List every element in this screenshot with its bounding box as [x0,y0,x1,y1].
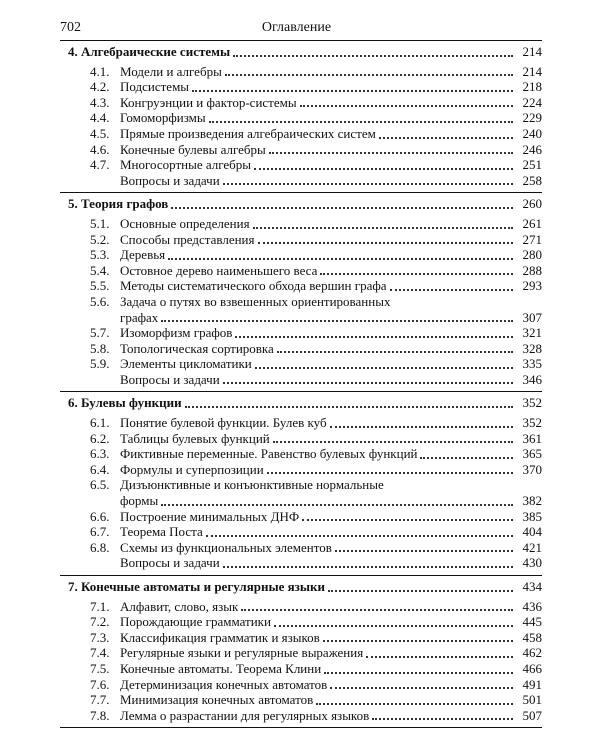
section-title: Основные определения [120,215,250,231]
section-number: 7.8. [90,707,110,723]
leader-dots [223,566,513,568]
section-number: 4.1. [90,63,110,79]
section-page: 365 [522,446,542,462]
section-title: Топологическая сортировка [120,340,274,356]
section-title: Алфавит, слово, язык [120,598,239,614]
page-number: 702 [60,20,81,35]
section-title: Детерминизация конечных автоматов [120,676,328,692]
leader-dots [372,718,513,720]
section-number: 5.4. [90,262,110,278]
section-number: 6.4. [90,461,110,477]
section-number: 7.2. [90,614,110,630]
section-page: 280 [522,247,542,263]
section-title: Вопросы и задачи [120,172,220,188]
leader-dots [269,152,513,154]
chapter-title [68,395,182,411]
chapter-number: 7. [68,579,78,594]
section-entry[interactable] [60,278,542,294]
section-title-wrap [90,64,222,80]
section-number: 5.8. [90,340,110,356]
section-entry[interactable] [60,372,542,388]
section-page: 229 [522,110,542,126]
section-number: 7.3. [90,629,110,645]
section-title-wrap [90,446,417,462]
section-number: 5.2. [90,231,110,247]
section-title: Модели и алгебры [120,63,222,79]
section-entry[interactable] [60,95,542,111]
section-title: Минимизация конечных автоматов [120,692,314,708]
section-title: Способы представления [120,231,255,247]
toc-page [60,20,542,728]
section-number: 5.7. [90,325,110,341]
leader-dots [171,207,513,209]
leader-dots [330,426,513,428]
section-title-wrap [90,524,203,540]
section-title-wrap [90,95,297,111]
leader-dots [379,137,513,139]
section-page: 271 [522,231,542,247]
section-title-wrap [90,645,363,661]
section-entry[interactable] [60,325,542,341]
section-title: Дизъюнктивные и конъюнктивные нормальные [120,477,384,493]
chapter-page: 352 [522,395,542,411]
chapter-title [68,44,230,60]
leader-dots [192,90,513,92]
chapter-title-text: Теория графов [81,196,169,212]
chapter-number: 6. [68,395,78,411]
section-title-wrap [120,372,220,388]
section-title-wrap [90,216,250,232]
leader-dots [206,535,513,537]
section-page: 258 [522,172,542,188]
section-page: 436 [522,598,542,614]
table-of-contents [60,41,542,728]
section-title-wrap [90,79,189,95]
section-title: Остовное дерево наименьшего веса [120,262,318,278]
section-number: 5.9. [90,356,110,372]
leader-dots [366,656,513,658]
section-page: 293 [522,278,542,294]
section-number: 6.6. [90,508,110,524]
section-page: 462 [522,645,542,661]
section-page: 385 [522,508,542,524]
leader-dots [273,441,513,443]
section-page: 404 [522,524,542,540]
section-title: Конгруэнции и фактор-системы [120,94,297,110]
leader-dots [267,472,513,474]
leader-dots [161,504,513,506]
section-entry[interactable] [60,677,542,693]
section-title: Теорема Поста [120,524,203,540]
section-entry[interactable] [60,431,542,447]
section-number: 5.5. [90,278,110,294]
section-title-wrap [90,431,270,447]
section-title: Элементы цикломатики [120,356,252,372]
section-entry[interactable] [60,356,542,372]
section-entry-line1[interactable] [60,477,542,493]
section-entry[interactable] [60,110,542,126]
section-title: Прямые произведения алгебраических систем [120,125,376,141]
section-entry[interactable] [60,555,542,571]
leader-dots [253,227,513,229]
leader-dots [300,105,513,107]
toc-chapter [60,392,542,576]
section-title: Задача о путях во взвешенных ориентированных [120,293,391,309]
section-entry[interactable] [60,247,542,263]
section-title: Подсистемы [120,79,190,95]
section-title: Регулярные языки и регулярные выражения [120,645,364,661]
section-entry[interactable] [60,509,542,525]
chapter-entry[interactable] [60,395,542,411]
section-page: 261 [522,215,542,231]
section-number: 6.7. [90,524,110,540]
section-title-wrap [90,126,376,142]
section-title-wrap [90,692,313,708]
section-title-wrap [90,614,271,630]
leader-dots [330,687,513,689]
chapter-entry[interactable] [60,196,542,212]
section-entry[interactable] [60,216,542,232]
leader-dots [161,320,513,322]
page-title: Оглавление [261,20,332,35]
section-title-wrap [90,263,317,279]
section-number: 4.6. [90,141,110,157]
section-page: 335 [522,356,542,372]
section-page: 445 [522,614,542,630]
page-header [60,20,542,41]
section-entry[interactable] [60,173,542,189]
section-title-cont: формы [120,493,159,509]
leader-dots [233,55,513,57]
section-number: 7.6. [90,676,110,692]
section-title-wrap [90,415,327,431]
section-title-wrap [120,173,220,189]
section-page: 507 [522,707,542,723]
section-title-wrap [90,630,320,646]
section-title: Деревья [120,247,166,263]
leader-dots [302,519,513,521]
section-entry[interactable] [60,645,542,661]
section-title: Конечные автоматы. Теорема Клини [120,660,322,676]
section-title: Порождающие грамматики [120,614,271,630]
section-page: 501 [522,692,542,708]
section-page: 491 [522,676,542,692]
section-number: 7.7. [90,692,110,708]
section-title-wrap [90,356,252,372]
section-page: 382 [522,493,542,509]
section-entry[interactable] [60,64,542,80]
section-entry[interactable] [60,446,542,462]
section-number: 6.1. [90,415,110,431]
leader-dots [254,168,513,170]
leader-dots [225,74,513,76]
section-number: 4.5. [90,125,110,141]
toc-chapter [60,193,542,392]
section-title: Лемма о разрастании для регулярных языков [120,707,370,723]
section-entry[interactable] [60,157,542,173]
toc-chapter [60,41,542,193]
section-number: 4.7. [90,157,110,173]
chapter-entry[interactable] [60,579,542,595]
section-entry[interactable] [60,540,542,556]
chapter-title-text: Булевы функции [81,395,182,411]
section-title-wrap [90,509,299,525]
section-title: Конечные булевы алгебры [120,141,266,157]
section-title-cont: графах [120,309,159,325]
section-entry[interactable] [60,341,542,357]
leader-dots [274,625,513,627]
section-title: Понятие булевой функции. Булев куб [120,415,327,431]
leader-dots [323,640,513,642]
section-entry[interactable] [60,524,542,540]
section-title-wrap [90,325,232,341]
section-page: 352 [522,415,542,431]
section-title: Таблицы булевых функций [120,430,270,446]
section-number: 5.6. [90,293,110,309]
section-number: 7.1. [90,598,110,614]
section-page: 251 [522,157,542,173]
section-title: Фиктивные переменные. Равенство булевых функций [120,446,418,462]
section-title-wrap [90,599,238,615]
section-title: Формулы и суперпозиции [120,461,264,477]
section-page: 458 [522,629,542,645]
section-title: Изоморфизм графов [120,325,233,341]
section-title-wrap [90,142,266,158]
section-page: 288 [522,262,542,278]
leader-dots [277,351,513,353]
section-page: 224 [522,94,542,110]
chapter-number: 5. [68,196,78,212]
section-title-wrap [90,247,165,263]
toc-chapter [60,576,542,728]
section-entry[interactable] [60,415,542,431]
leader-dots [420,457,513,459]
section-entry[interactable] [60,232,542,248]
section-title-wrap [90,540,332,556]
leader-dots [335,550,513,552]
section-number: 4.4. [90,110,110,126]
section-title: Методы систематического обхода вершин графа [120,278,387,294]
leader-dots [223,183,513,185]
section-title-wrap [90,157,251,173]
chapter-page: 434 [522,579,542,594]
chapter-title-text: Конечные автоматы и регулярные языки [81,579,326,594]
section-number: 5.1. [90,215,110,231]
chapter-number: 4. [68,44,78,59]
section-entry[interactable] [60,708,542,724]
section-number: 4.3. [90,94,110,110]
section-page: 321 [522,325,542,341]
leader-dots [328,590,513,592]
section-title-wrap [90,110,206,126]
leader-dots [185,406,513,408]
section-entry[interactable] [60,599,542,615]
section-entry-line2[interactable] [60,310,542,326]
section-title: Классификация грамматик и языков [120,629,320,645]
section-page: 246 [522,141,542,157]
section-page: 361 [522,430,542,446]
section-title: Построение минимальных ДНФ [120,508,300,524]
section-title-wrap [90,462,264,478]
section-title-wrap [90,278,387,294]
leader-dots [390,289,513,291]
section-title: Вопросы и задачи [120,555,220,571]
section-title-wrap [90,341,274,357]
section-page: 240 [522,125,542,141]
section-number: 4.2. [90,79,110,95]
section-entry[interactable] [60,462,542,478]
section-entry-line2[interactable] [60,493,542,509]
section-page: 346 [522,371,542,387]
leader-dots [223,382,513,384]
section-page: 307 [522,309,542,325]
section-title-wrap [120,555,220,571]
section-title-wrap [90,232,255,248]
section-entry[interactable] [60,692,542,708]
section-page: 328 [522,340,542,356]
section-page: 466 [522,660,542,676]
chapter-page: 260 [522,196,542,212]
section-page: 214 [522,63,542,79]
leader-dots [168,258,513,260]
chapter-page: 214 [522,44,542,59]
section-entry[interactable] [60,614,542,630]
leader-dots [235,336,513,338]
chapter-title [68,579,325,595]
section-title: Схемы из функциональных элементов [120,539,332,555]
section-number: 7.4. [90,645,110,661]
section-title: Вопросы и задачи [120,371,220,387]
section-title: Многосортные алгебры [120,157,251,173]
leader-dots [258,242,514,244]
section-title-wrap [90,661,321,677]
leader-dots [255,367,513,369]
section-entry[interactable] [60,126,542,142]
section-title: Гомоморфизмы [120,110,206,126]
chapter-title [68,196,168,212]
section-page: 421 [522,539,542,555]
section-page: 370 [522,461,542,477]
section-entry-line1[interactable] [60,294,542,310]
leader-dots [241,609,513,611]
section-page: 218 [522,79,542,95]
section-page: 430 [522,555,542,571]
section-number: 5.3. [90,247,110,263]
section-entry[interactable] [60,661,542,677]
leader-dots [316,703,513,705]
section-number: 6.5. [90,477,110,493]
section-entry[interactable] [60,79,542,95]
section-entry[interactable] [60,263,542,279]
chapter-title-text: Алгебраические системы [81,44,231,59]
section-title-wrap [90,677,327,693]
chapter-entry[interactable] [60,44,542,60]
leader-dots [209,121,513,123]
leader-dots [324,672,513,674]
section-entry[interactable] [60,142,542,158]
section-number: 7.5. [90,660,110,676]
leader-dots [320,273,513,275]
section-number: 6.8. [90,539,110,555]
section-entry[interactable] [60,630,542,646]
section-title-wrap [90,708,369,724]
section-number: 6.2. [90,430,110,446]
section-number: 6.3. [90,446,110,462]
